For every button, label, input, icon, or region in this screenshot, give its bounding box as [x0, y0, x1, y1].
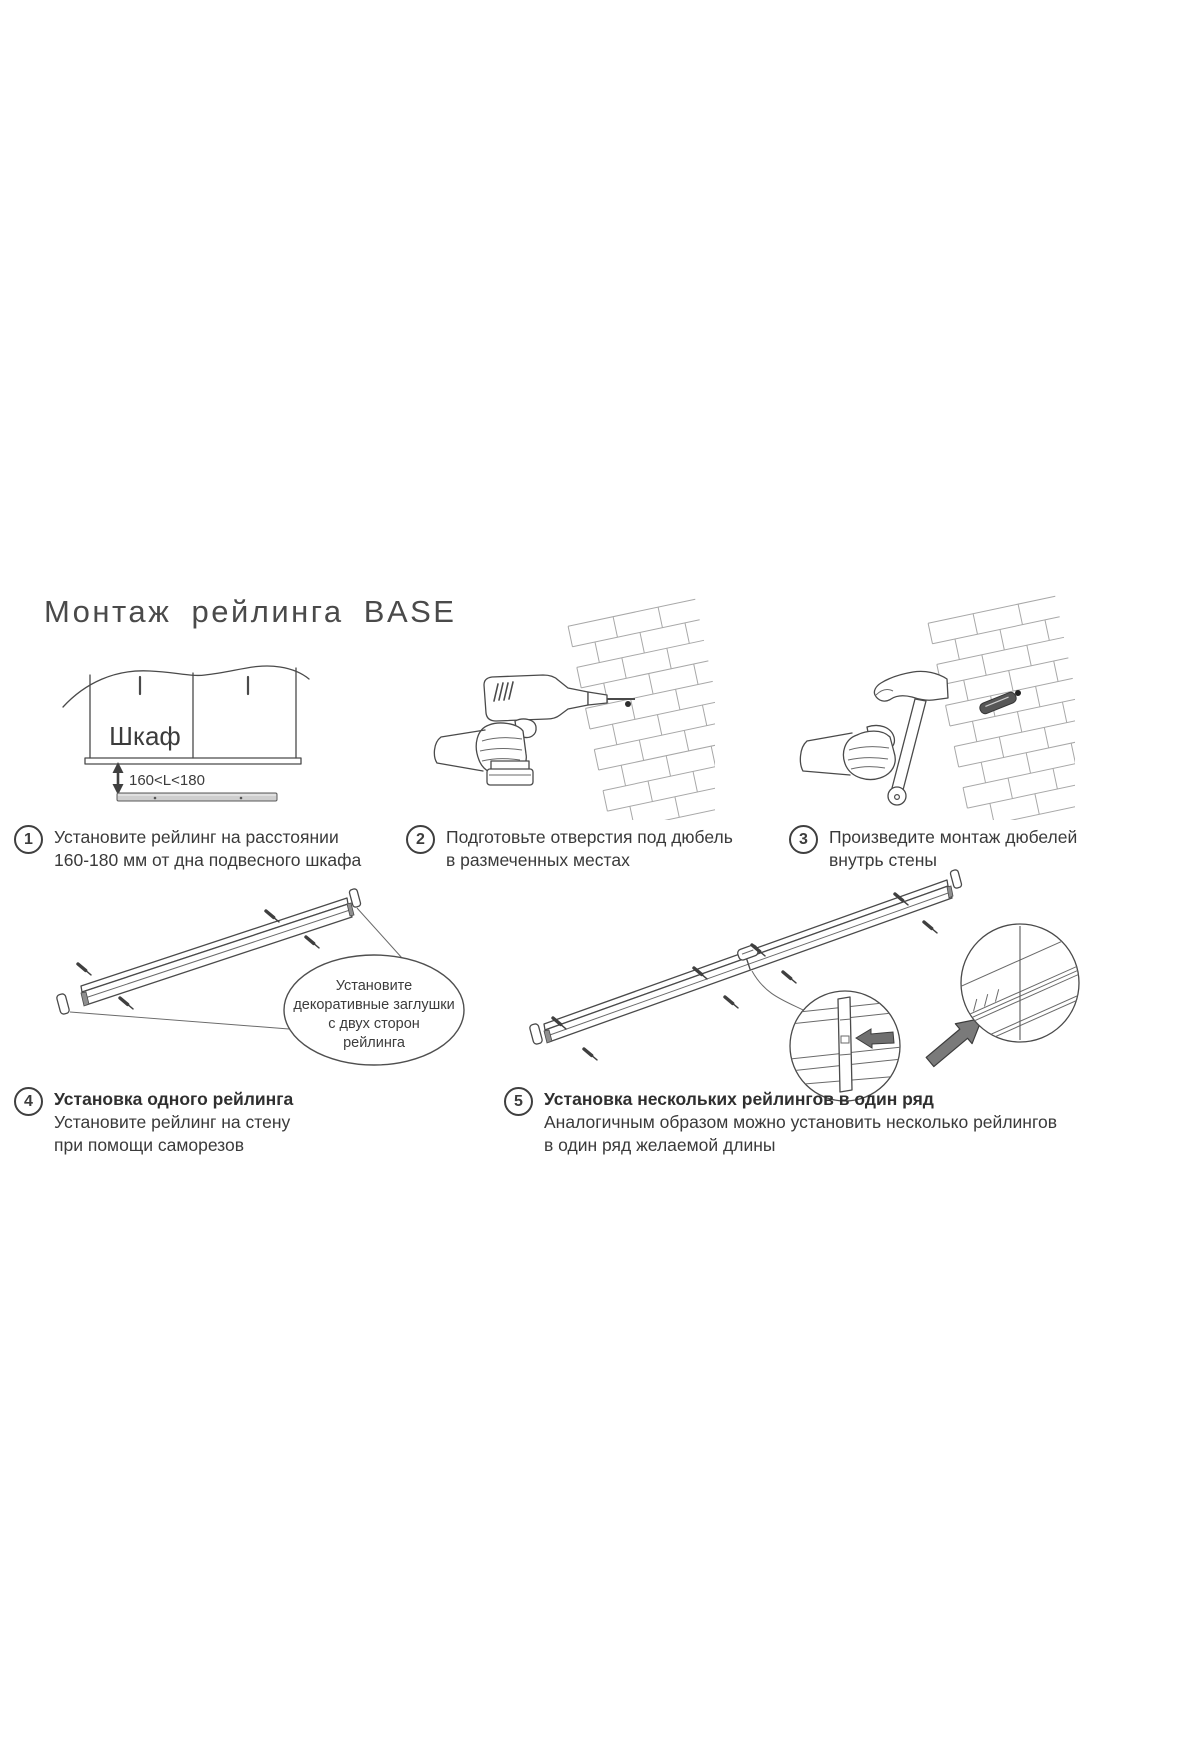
step-text: 160-180 мм от дна подвесного шкафа: [54, 850, 362, 870]
screw-icon: [584, 1049, 597, 1060]
end-cap: [56, 993, 70, 1015]
end-cap: [529, 1023, 543, 1045]
screw-icon: [725, 997, 738, 1008]
end-cap: [950, 869, 962, 888]
leader-line: [357, 908, 402, 958]
cabinet-illustration: [55, 645, 335, 815]
drilling-illustration: [395, 585, 715, 820]
bubble-text: декоративные заглушки: [293, 997, 455, 1013]
screw-icon: [120, 998, 133, 1009]
step-heading: Установка нескольких рейлингов в один ряд: [544, 1089, 934, 1109]
rail-bar-icon: [117, 793, 277, 801]
step-1: [14, 826, 386, 872]
hammer-icon: [800, 671, 948, 805]
step-text: Установите рейлинг на стену: [54, 1112, 291, 1132]
door-handle-icon: [140, 677, 248, 694]
marked-hole-dot: [625, 701, 631, 707]
leader-line: [70, 1012, 289, 1029]
step-number-circle: 4: [14, 1087, 43, 1116]
step-number-circle: 3: [789, 825, 818, 854]
hand: [843, 731, 895, 779]
bubble-text: рейлинга: [343, 1035, 405, 1051]
step-text: при помощи саморезов: [54, 1135, 245, 1155]
screw-icon: [783, 972, 796, 983]
distance-dimension-label: 160<L<180: [129, 772, 205, 789]
marked-hole-dot: [1015, 690, 1021, 696]
screw-icon: [924, 922, 937, 933]
step-text: в один ряд желаемой длины: [544, 1135, 776, 1155]
page-title: Монтаж рейлинга BASE: [44, 594, 457, 629]
screw-icon: [306, 937, 319, 948]
connector-strip: [838, 997, 852, 1092]
step-text: Установите рейлинг на расстоянии: [54, 827, 339, 847]
screw-icon: [78, 964, 91, 975]
step-4: [14, 1088, 444, 1157]
step-number-circle: 1: [14, 825, 43, 854]
bubble-text: Установите: [335, 978, 413, 994]
hammering-illustration: [755, 585, 1075, 820]
step-text: Произведите монтаж дюбелей: [829, 827, 1078, 847]
detail-inset-small: [790, 991, 902, 1101]
bubble-text: с двух сторон: [328, 1016, 420, 1032]
step-text: внутрь стены: [829, 850, 937, 870]
battery-pack: [487, 769, 533, 785]
step-heading: Установка одного рейлинга: [54, 1089, 294, 1109]
step-number-circle: 2: [406, 825, 435, 854]
brick-wall: [568, 599, 715, 820]
cabinet-label: Шкаф: [109, 721, 181, 751]
cabinet-top-edge: [63, 666, 309, 707]
screw-icon: [266, 911, 279, 922]
cabinet-bottom: [85, 758, 301, 764]
step-text: Аналогичным образом можно установить несколько рейлингов: [544, 1112, 1057, 1132]
step-text: в размеченных местах: [446, 850, 630, 870]
distance-arrow-icon: [113, 762, 124, 795]
step-number-circle: 5: [504, 1087, 533, 1116]
step-text: Подготовьте отверстия под дюбель: [446, 827, 733, 847]
single-rail-illustration: [30, 880, 500, 1080]
step-5: [504, 1088, 1164, 1157]
brick-wall: [928, 596, 1075, 820]
